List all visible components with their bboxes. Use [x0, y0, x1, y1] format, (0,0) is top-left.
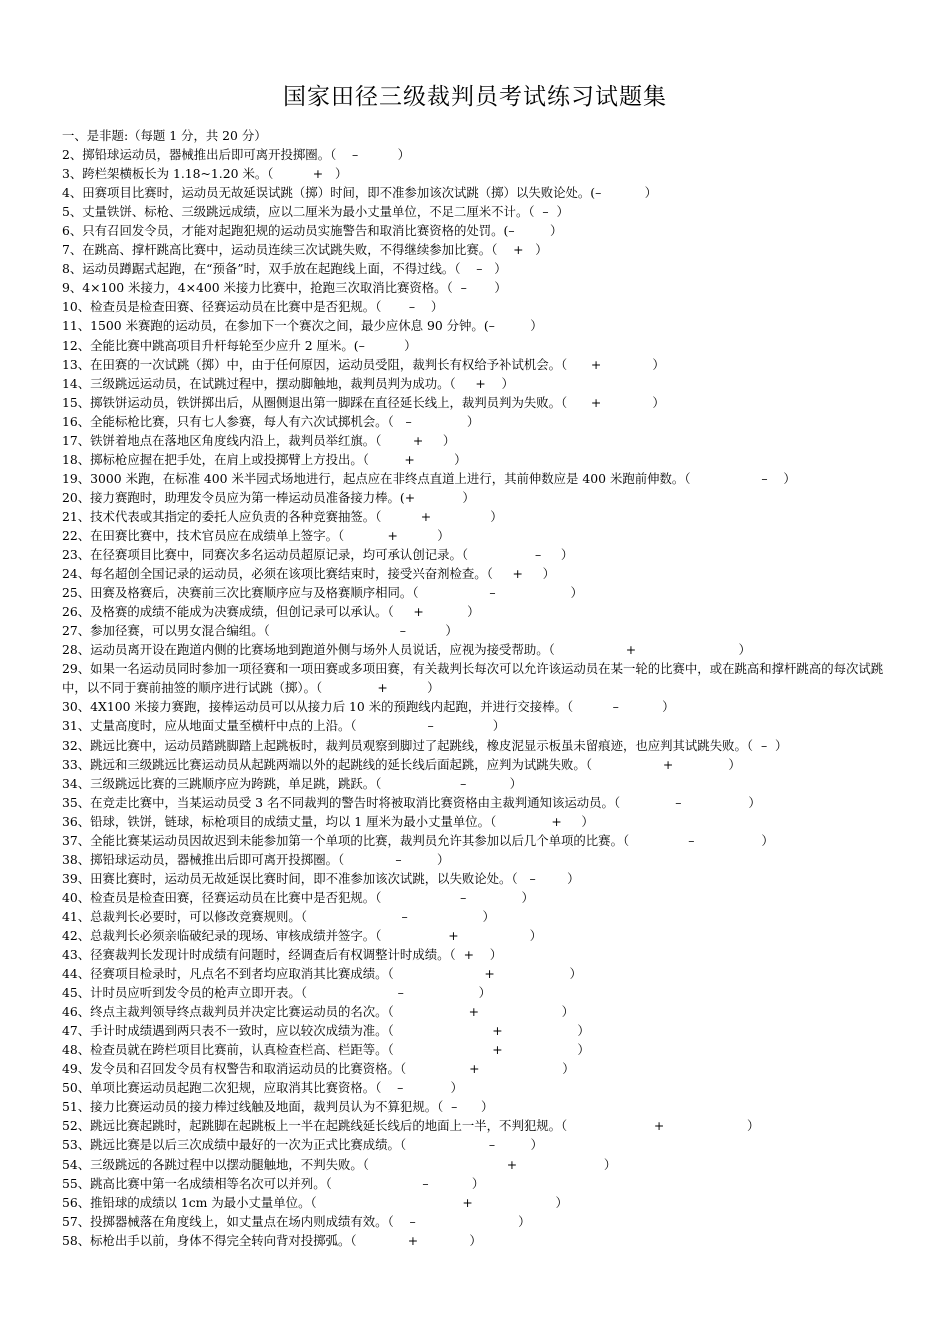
question-item: [62, 945, 892, 964]
question-text: 10、检查员是检查田赛、径赛运动员在比赛中是否犯规。（: [62, 299, 382, 315]
question-text: 49、发令员和召回发令员有权警告和取消运动员的比赛资格。（: [62, 1061, 407, 1077]
question-text: 29、如果一名运动员同时参加一项径赛和一项田赛或多项田赛，有关裁判长每次可以允许该运动员在某一轮的比赛中，或在跳高和撑杆跳高的每次试跳中，以不同于赛前抽签的顺序进行试跳（掷）。（: [62, 661, 884, 696]
question-item: [62, 888, 892, 907]
answer-mark: + ）: [393, 1023, 590, 1039]
question-item: [62, 545, 892, 564]
answer-mark: + ）: [404, 489, 475, 505]
answer-mark: + ）: [455, 375, 514, 391]
answer-mark: – ）: [356, 718, 506, 734]
answer-mark: + ）: [567, 1118, 760, 1134]
answer-mark: – ）: [534, 204, 569, 220]
question-item: [62, 697, 892, 716]
answer-mark: + ）: [406, 1061, 575, 1077]
question-item: [62, 1231, 892, 1250]
question-item: [62, 716, 892, 735]
question-item: [62, 488, 892, 507]
answer-mark: + ）: [455, 947, 503, 963]
answer-mark: – ）: [620, 794, 761, 810]
question-item: [62, 640, 892, 659]
answer-mark: + ）: [497, 242, 548, 258]
question-item: [62, 202, 892, 221]
answer-mark: – ）: [629, 832, 774, 848]
question-text: 22、在田赛比赛中，技术官员应在成绩单上签字。（: [62, 527, 345, 543]
question-text: 31、丈量高度时，应从地面丈量至横杆中点的上沿。（: [62, 718, 357, 734]
answer-mark: + ）: [322, 680, 440, 696]
question-text: 51、接力比赛运动员的接力棒过线触及地面，裁判员认为不算犯规。（: [62, 1099, 444, 1115]
answer-mark: + ）: [381, 927, 542, 943]
answer-mark: + ）: [368, 1156, 617, 1172]
question-item: [62, 1002, 892, 1021]
question-item: [62, 259, 892, 278]
question-item: [62, 1078, 892, 1097]
question-text: 38、掷铅球运动员，器械推出后即可离开投掷圈。（: [62, 851, 345, 867]
question-item: [62, 526, 892, 545]
question-item: [62, 831, 892, 850]
question-text: 26、及格赛的成绩不能成为决赛成绩，但创记录可以承认。（: [62, 604, 394, 620]
question-text: 44、径赛项目检录时，凡点名不到者均应取消其比赛成绩。（: [62, 966, 394, 982]
question-text: 6、只有召回发令员，才能对起跑犯规的运动员实施警告和取消比赛资格的处罚。(: [62, 223, 509, 239]
question-text: 23、在径赛项目比赛中，同赛次多名运动员超原记录，均可承认创记录。（: [62, 547, 469, 563]
question-item: [62, 355, 892, 374]
question-text: 30、4X100 米接力赛跑，接棒运动员可以从接力后 10 米的预跑线内起跑，并进行交接棒。（: [62, 699, 574, 715]
question-item: [62, 1021, 892, 1040]
question-text: 7、在跳高、撑杆跳高比赛中，运动员连续三次试跳失败，不得继续参加比赛。（: [62, 242, 498, 258]
question-text: 15、掷铁饼运动员，铁饼掷出后，从圈侧退出第一脚踩在直径延长线上，裁判员判为失败。（: [62, 394, 568, 410]
question-text: 47、手计时成绩遇到两只表不一致时，应以较次成绩为准。（: [62, 1023, 394, 1039]
question-item: [62, 1059, 892, 1078]
question-item: [62, 1155, 892, 1174]
question-item: [62, 1212, 892, 1231]
answer-mark: – ）: [393, 1213, 531, 1229]
question-item: [62, 297, 892, 316]
answer-mark: – ）: [460, 261, 507, 277]
document-title: 国家田径三级裁判员考试练习试题集: [283, 84, 667, 110]
question-text: 20、接力赛跑时，助理发令员应为第一棒运动员准备接力棒。(: [62, 489, 405, 505]
question-item: [62, 659, 892, 697]
question-text: 34、三级跳远比赛的三跳顺序应为跨跳，单足跳，跳跃。（: [62, 775, 382, 791]
question-item: [62, 850, 892, 869]
question-item: [62, 469, 892, 488]
answer-mark: – ）: [753, 737, 788, 753]
question-text: 8、运动员蹲踞式起跑，在“预备”时，双手放在起跑线上面，不得过线。（: [62, 261, 461, 277]
answer-mark: – ）: [595, 185, 658, 201]
question-text: 9、4×100 米接力，4×400 米接力比赛中，抢跑三次取消比赛资格。（: [62, 280, 453, 296]
answer-mark: – ）: [517, 870, 580, 886]
question-text: 39、田赛比赛时，运动员无故延误比赛时间，即不准参加该次试跳，以失败论处。（: [62, 870, 518, 886]
question-text: 55、跳高比赛中第一名成绩相等名次可以并列。（: [62, 1175, 332, 1191]
question-item: [62, 1097, 892, 1116]
answer-mark: – ）: [468, 547, 574, 563]
answer-mark: + ）: [316, 1194, 568, 1210]
question-text: 42、总裁判长必须亲临破纪录的现场、审核成绩并签字。（: [62, 927, 382, 943]
answer-mark: + ）: [591, 756, 741, 772]
question-item: [62, 183, 892, 202]
answer-mark: + ）: [492, 566, 556, 582]
question-text: 45、计时员应听到发令员的枪声立即开表。（: [62, 985, 307, 1001]
answer-mark: + ）: [393, 1004, 575, 1020]
question-item: [62, 1174, 892, 1193]
question-item: [62, 164, 892, 183]
answer-mark: – ）: [381, 1080, 463, 1096]
answer-mark: + ）: [567, 356, 665, 372]
question-text: 5、丈量铁饼、标枪、三级跳远成绩，应以二厘米为最小丈量单位，不足二厘米不计。（: [62, 204, 535, 220]
answer-mark: + ）: [393, 1042, 590, 1058]
question-item: [62, 316, 892, 335]
question-item: [62, 431, 892, 450]
question-text: 36、铅球，铁饼，链球，标枪项目的成绩丈量，均以 1 厘米为最小丈量单位。（: [62, 813, 497, 829]
question-text: 57、投掷器械落在角度线上，如丈量点在场内则成绩有效。（: [62, 1213, 394, 1229]
answer-mark: – ）: [488, 318, 543, 334]
question-text: 52、跳远比赛起跳时，起跳脚在起跳板上一半在起跳线延长线后的地面上一半，不判犯规。（: [62, 1118, 568, 1134]
question-text: 16、全能标枪比赛，只有七人参赛，每人有六次试掷机会。（: [62, 413, 394, 429]
question-text: 56、推铅球的成绩以 1cm 为最小丈量单位。（: [62, 1194, 317, 1210]
question-text: 24、每名超创全国记录的运动员，必须在该项比赛结束时，接受兴奋剂检查。（: [62, 566, 493, 582]
question-item: [62, 393, 892, 412]
question-text: 12、全能比赛中跳高项目升杆每轮至少应升 2 厘米。(: [62, 337, 359, 353]
question-item: [62, 1040, 892, 1059]
question-item: [62, 774, 892, 793]
question-item: [62, 755, 892, 774]
answer-mark: – ）: [331, 1175, 485, 1191]
question-item: [62, 983, 892, 1002]
question-text: 28、运动员离开设在跑道内侧的比赛场地到跑道外侧与场外人员说话，应视为接受帮助。（: [62, 642, 555, 658]
answer-mark: – ）: [307, 908, 495, 924]
question-item: [62, 145, 892, 164]
answer-mark: – ）: [508, 223, 563, 239]
question-text: 21、技术代表或其指定的委托人应负责的各种竞赛抽签。（: [62, 508, 382, 524]
answer-mark: + ）: [381, 432, 456, 448]
answer-mark: – ）: [381, 889, 534, 905]
question-item: [62, 1116, 892, 1135]
question-item: [62, 278, 892, 297]
question-item: [62, 907, 892, 926]
answer-mark: + ）: [393, 604, 480, 620]
answer-mark: – ）: [336, 147, 411, 163]
answer-mark: – ）: [443, 1099, 494, 1115]
question-item: [62, 336, 892, 355]
question-text: 25、田赛及格赛后，决赛前三次比赛顺序应与及格赛顺序相同。（: [62, 585, 419, 601]
answer-mark: + ）: [496, 813, 594, 829]
answer-mark: – ）: [690, 470, 796, 486]
question-text: 13、在田赛的一次试跳（掷）中，由于任何原因，运动员受阻，裁判长有权给予补试机会。（: [62, 356, 568, 372]
question-list: [62, 126, 892, 1250]
question-text: 27、参加径赛，可以男女混合编组。（: [62, 623, 270, 639]
answer-mark: – ）: [307, 985, 492, 1001]
question-item: [62, 926, 892, 945]
section-header: 一、是非题:（每题 1 分，共 20 分）: [62, 128, 267, 143]
answer-mark: + ）: [344, 527, 450, 543]
question-text: 50、单项比赛运动员起跑二次犯规，应取消其比赛资格。（: [62, 1080, 382, 1096]
question-item: [62, 1135, 892, 1154]
question-item: [62, 583, 892, 602]
question-text: 4、田赛项目比赛时，运动员无故延误试跳（掷）时间，即不准参加该次试跳（掷）以失败论处。(: [62, 185, 596, 201]
question-item: [62, 240, 892, 259]
question-item: [62, 812, 892, 831]
answer-mark: – ）: [393, 413, 480, 429]
answer-mark: – ）: [381, 299, 444, 315]
answer-mark: + ）: [273, 166, 348, 182]
answer-mark: – ）: [344, 851, 450, 867]
question-item: [62, 450, 892, 469]
question-item: [62, 793, 892, 812]
question-text: 48、检查员就在跨栏项目比赛前，认真检查栏高、栏距等。（: [62, 1042, 394, 1058]
question-item: [62, 221, 892, 240]
question-item: [62, 374, 892, 393]
question-item: [62, 1193, 892, 1212]
question-item: [62, 564, 892, 583]
question-text: 18、掷标枪应握在把手处，在肩上或投掷臂上方投出。（: [62, 451, 369, 467]
question-text: 2、掷铅球运动员，器械推出后即可离开投掷圈。（: [62, 147, 337, 163]
question-text: 14、三级跳远运动员，在试跳过程中，摆动脚触地，裁判员判为成功。（: [62, 375, 456, 391]
question-text: 17、铁饼着地点在落地区角度线内沿上，裁判员举红旗。（: [62, 432, 382, 448]
question-text: 32、跳远比赛中，运动员踏跳脚踏上起跳板时，裁判员观察到脚过了起跳线，橡皮泥显示板虽未留痕迹，也应判其试跳失败。（: [62, 737, 754, 753]
answer-mark: + ）: [356, 1232, 482, 1248]
answer-mark: – ）: [269, 623, 458, 639]
answer-mark: – ）: [406, 1137, 543, 1153]
answer-mark: + ）: [567, 394, 665, 410]
question-item: [62, 602, 892, 621]
question-text: 43、径赛裁判长发现计时成绩有问题时，经调查后有权调整计时成绩。（: [62, 947, 456, 963]
answer-mark: + ）: [393, 966, 582, 982]
answer-mark: – ）: [358, 337, 417, 353]
question-item: [62, 869, 892, 888]
answer-mark: + ）: [381, 508, 503, 524]
answer-mark: + ）: [554, 642, 751, 658]
question-text: 37、全能比赛某运动员因故迟到未能参加第一个单项的比赛，裁判员允许其参加以后几个单项的比赛。（: [62, 832, 630, 848]
answer-mark: + ）: [368, 451, 467, 467]
question-text: 33、跳远和三级跳远比赛运动员从起跳两端以外的起跳线的延长线后面起跳，应判为试跳失败。（: [62, 756, 592, 772]
question-text: 40、检查员是检查田赛，径赛运动员在比赛中是否犯规。（: [62, 889, 382, 905]
question-text: 41、总裁判长必要时，可以修改竞赛规则。（: [62, 908, 307, 924]
question-text: 11、1500 米赛跑的运动员，在参加下一个赛次之间，最少应休息 90 分钟。(: [62, 318, 489, 334]
question-text: 46、终点主裁判领导终点裁判员并决定比赛运动员的名次。（: [62, 1004, 394, 1020]
question-text: 3、跨栏架横板长为 1.18~1.20 米。（: [62, 166, 274, 182]
question-item: [62, 412, 892, 431]
question-text: 35、在竞走比赛中，当某运动员受 3 名不同裁判的警告时将被取消比赛资格由主裁判通知该运动员。（: [62, 794, 621, 810]
answer-mark: – ）: [573, 699, 675, 715]
answer-mark: – ）: [418, 585, 583, 601]
question-text: 58、标枪出手以前，身体不得完全转向背对投掷弧。（: [62, 1232, 357, 1248]
question-text: 54、三级跳远的各跳过程中以摆动腿触地，不判失败。（: [62, 1156, 369, 1172]
question-item: [62, 621, 892, 640]
answer-mark: – ）: [452, 280, 507, 296]
question-text: 53、跳远比赛是以后三次成绩中最好的一次为正式比赛成绩。（: [62, 1137, 407, 1153]
question-item: [62, 964, 892, 983]
answer-mark: – ）: [381, 775, 523, 791]
question-item: [62, 736, 892, 755]
question-text: 19、3000 米跑，在标准 400 米半园式场地进行，起点应在非终点直道上进行，其前伸数应是 400 米跑前伸数。（: [62, 470, 691, 486]
question-item: [62, 507, 892, 526]
